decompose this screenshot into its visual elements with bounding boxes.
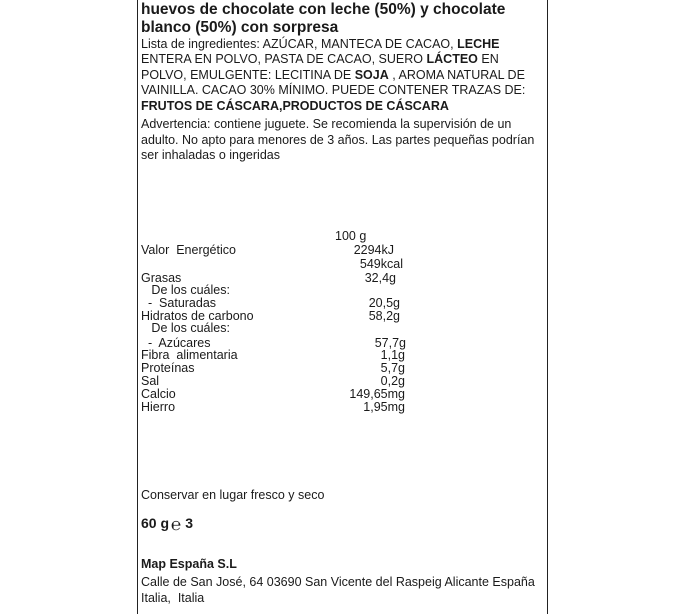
estimated-sign-icon: ℮ bbox=[171, 515, 182, 534]
nutrition-value: 149,65mg bbox=[349, 387, 405, 401]
allergen-traces: FRUTOS DE CÁSCARA,PRODUCTOS DE CÁSCARA bbox=[141, 98, 449, 113]
net-weight bbox=[141, 515, 193, 535]
nutrition-label: Proteínas bbox=[141, 361, 195, 375]
nutrition-label: Hierro bbox=[141, 400, 176, 414]
nutrition-value: 57,7g bbox=[374, 336, 406, 350]
nutrition-value: 1,1g bbox=[380, 348, 405, 362]
nutrition-column-header: 100 g bbox=[335, 229, 367, 243]
nutrition-label: Hidratos de carbono bbox=[141, 309, 254, 323]
nutrition-row bbox=[141, 243, 541, 258]
product-title: huevos de chocolate con leche (50%) y chocolate blanco (50%) con sorpresa bbox=[141, 1, 506, 36]
nutrition-value: 32,4g bbox=[364, 271, 396, 285]
nutrition-value: 58,2g bbox=[368, 309, 400, 323]
nutrition-label: Grasas bbox=[141, 271, 182, 285]
nutrition-value: 1,95mg bbox=[363, 400, 405, 414]
nutrition-value: 20,5g bbox=[368, 296, 400, 310]
nutrition-label: De los cuáles: bbox=[141, 321, 230, 335]
net-weight-value: 60 g bbox=[141, 515, 170, 531]
ingredients-text-2: ENTERA EN POLVO, PASTA DE CACAO, SUERO bbox=[141, 52, 427, 67]
nutrition-value: 549kcal bbox=[359, 257, 403, 271]
nutrition-label: Fibra alimentaria bbox=[141, 348, 238, 362]
company-address: Calle de San José, 64 03690 San Vicente del Raspeig Alicante España bbox=[141, 575, 535, 589]
allergen-lacteo: LÁCTEO bbox=[426, 52, 478, 67]
ingredients-text-1: Lista de ingredientes: AZÚCAR, MANTECA DE CACAO, bbox=[141, 37, 458, 51]
nutrition-row bbox=[141, 321, 541, 336]
nutrition-value: 2294kJ bbox=[353, 243, 394, 257]
nutrition-row bbox=[141, 400, 541, 415]
company-name: Map España S.L bbox=[141, 557, 237, 571]
allergen-soja: SOJA bbox=[354, 67, 389, 82]
nutrition-label: Calcio bbox=[141, 387, 176, 401]
safety-warning: Advertencia: contiene juguete. Se recomienda la supervisión de un adulto. No apto para menores de 3 años. Las partes pequeñas podrían ser inhaladas o ingeridas bbox=[141, 117, 535, 163]
nutrition-label: - Saturadas bbox=[141, 296, 217, 310]
nutrition-value: 0,2g bbox=[380, 374, 405, 388]
country-of-origin: Italia, Italia bbox=[141, 591, 205, 605]
nutrition-label: Valor Energético bbox=[141, 243, 236, 257]
ingredients-list bbox=[141, 37, 545, 114]
ingredients-text-3: EN POLVO, EMULGENTE: LECITINA DE bbox=[141, 52, 499, 82]
unit-count: 3 bbox=[185, 515, 194, 531]
storage-instructions: Conservar en lugar fresco y seco bbox=[141, 488, 325, 502]
nutrition-label: - Azúcares bbox=[141, 336, 211, 350]
nutrition-value: 5,7g bbox=[380, 361, 405, 375]
nutrition-label: Sal bbox=[141, 374, 160, 388]
nutrition-label: De los cuáles: bbox=[141, 283, 230, 297]
ingredients-text-4: , AROMA NATURAL DE VAINILLA. CACAO 30% MÍNIMO. PUEDE CONTENER TRAZAS DE: bbox=[141, 67, 526, 98]
allergen-leche: LECHE bbox=[457, 37, 500, 51]
nutrition-row bbox=[141, 257, 541, 272]
